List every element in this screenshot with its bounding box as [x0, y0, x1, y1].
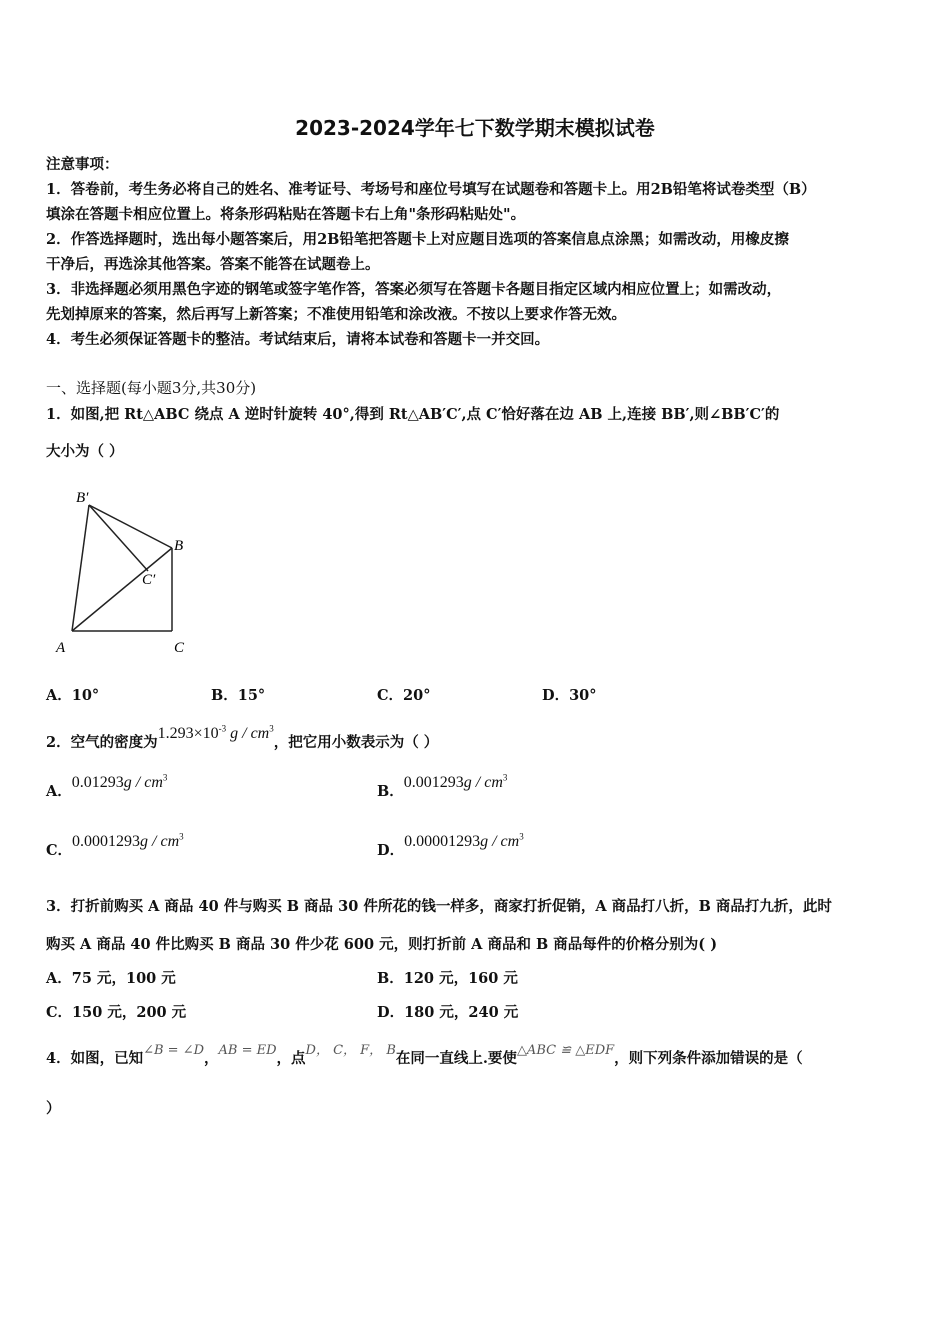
- q4-condition-side: AB = ED: [218, 1043, 277, 1058]
- q2-option-c[interactable]: C．$0.0001293g / cm^3$: [46, 831, 184, 859]
- q3-option-b[interactable]: B．120 元，160 元: [377, 970, 518, 987]
- label-b: B: [174, 538, 184, 554]
- question-4-text: 4．如图，已知∠B = ∠D，AB = ED，点D， C， F， B在同一直线上.要使△ABC ≌ △EDF，则下列条件添加错误的是（: [46, 1043, 803, 1067]
- notice-line: 1．答卷前，考生务必将自己的姓名、准考证号、考场号和座位号填写在试题卷和答题卡上。用2B铅笔将试卷类型（B）: [46, 181, 816, 198]
- notice-line: 3．非选择题必须用黑色字迹的钢笔或签字笔作答，答案必须写在答题卡各题目指定区域内相应位置上；如需改动，: [46, 281, 782, 298]
- q2-prefix: 2．空气的密度为: [46, 734, 158, 751]
- question-3-text: 3．打折前购买 A 商品 40 件与购买 B 商品 30 件所花的钱一样多，商家打折促销，A 商品打八折，B 商品打九折，此时: [46, 898, 832, 915]
- q2-option-d[interactable]: D．$0.00001293g / cm^3$: [377, 831, 524, 859]
- q4-congruence: △ABC ≌ △EDF: [516, 1043, 615, 1058]
- q3-option-a[interactable]: A．75 元，100 元: [46, 970, 176, 987]
- question-1-text: 1．如图,把 Rt△ABC 绕点 A 逆时针旋转 40°,得到 Rt△AB′C′,点 C′恰好落在边 AB 上,连接 BB′,则∠BB′C′的: [46, 406, 780, 423]
- label-c: C: [174, 640, 185, 656]
- edge-bprime-a: [72, 505, 89, 631]
- notice-line: 2．作答选择题时，选出每小题答案后，用2B铅笔把答题卡上对应题目选项的答案信息点涂黑；如需改动，用橡皮擦: [46, 231, 789, 248]
- q3-option-d[interactable]: D．180 元，240 元: [377, 1004, 519, 1021]
- q3-option-c[interactable]: C．150 元，200 元: [46, 1004, 187, 1021]
- notice-heading: 注意事项：: [46, 156, 119, 173]
- notice-line: 先划掉原来的答案，然后再写上新答案；不准使用铅笔和涂改液。不按以上要求作答无效。: [46, 306, 626, 323]
- notice-line: 4．考生必须保证答题卡的整洁。考试结束后，请将本试卷和答题卡一并交回。: [46, 331, 550, 348]
- question-4-text-cont: ）: [46, 1100, 61, 1117]
- q4-points: D， C， F， B: [305, 1043, 396, 1058]
- q1-option-b[interactable]: B．15°: [211, 687, 266, 704]
- question-2-text: [46, 723, 439, 752]
- question-1-text-cont: 大小为（ ）: [46, 443, 124, 460]
- section-heading: 一、选择题(每小题3分,共30分): [46, 379, 257, 397]
- page-title: 2023-2024学年七下数学期末模拟试卷: [295, 116, 655, 140]
- edge-a-b: [72, 548, 172, 631]
- q2-suffix: ，把它用小数表示为（ ）: [273, 734, 439, 751]
- edge-bprime-b: [89, 505, 172, 548]
- question-1-figure: [50, 482, 200, 657]
- label-a: A: [56, 640, 66, 656]
- q2-option-a[interactable]: A．$0.01293g / cm^3$: [46, 772, 168, 800]
- label-bprime: B′: [76, 490, 89, 506]
- question-3-text-cont: 购买 A 商品 40 件比购买 B 商品 30 件少花 600 元，则打折前 A 商品和 B 商品每件的价格分别为( ): [46, 936, 718, 953]
- q1-option-d[interactable]: D．30°: [542, 687, 597, 704]
- q1-option-a[interactable]: A．10°: [46, 687, 100, 704]
- q4-condition-angle: ∠B = ∠D: [143, 1043, 205, 1058]
- label-cprime: C′: [142, 572, 156, 588]
- notice-line: 填涂在答题卡相应位置上。将条形码粘贴在答题卡右上角"条形码粘贴处"。: [46, 206, 526, 223]
- edge-bprime-cprime: [89, 505, 148, 571]
- q1-option-c[interactable]: C．20°: [377, 687, 431, 704]
- q2-density-value: $1.293\times 10^{-3}$ g / $cm^3$: [157, 723, 274, 742]
- q2-option-b[interactable]: B．$0.001293g / cm^3$: [377, 772, 508, 800]
- notice-line: 干净后，再选涂其他答案。答案不能答在试题卷上。: [46, 256, 380, 273]
